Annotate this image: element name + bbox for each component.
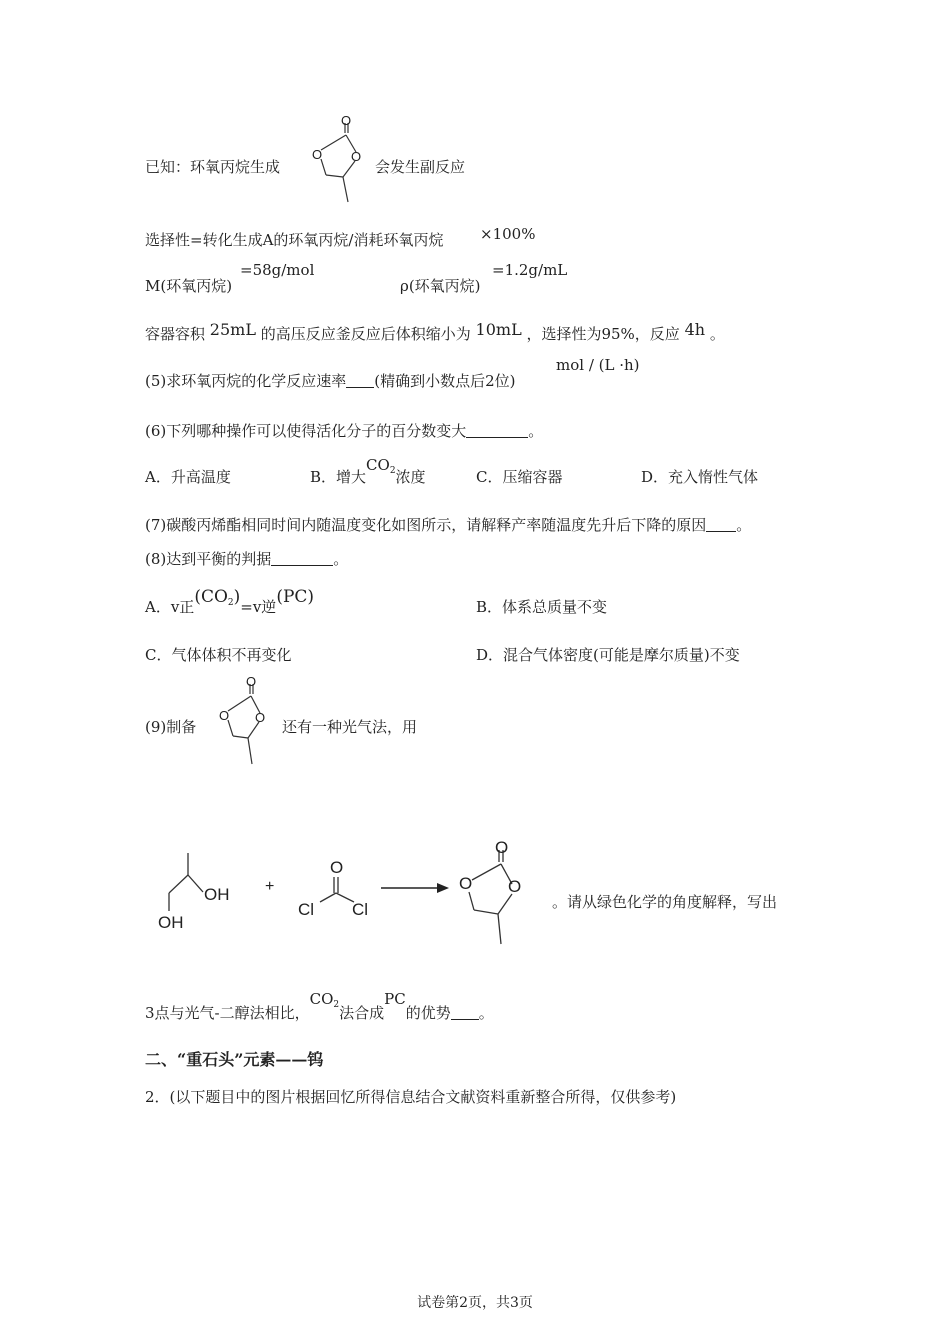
reaction-plus: +: [265, 878, 275, 895]
known-suffix: 会发生副反应: [375, 158, 466, 176]
q8-co2-group: [194, 587, 240, 607]
question-6: [145, 421, 543, 441]
q6-end: 。: [528, 422, 544, 440]
q5-text: (5)求环氧丙烷的化学反应速率: [145, 372, 347, 390]
molar-mass-label: M(环氧丙烷): [145, 277, 233, 295]
q9-suffix: 还有一种光气法，用: [282, 718, 418, 736]
cl-right: Cl: [352, 900, 369, 919]
q6-option-b-post: 浓度: [395, 468, 426, 486]
q6-co: CO: [366, 456, 390, 474]
q8-option-a-pre: A．v正: [145, 598, 195, 616]
oh-bottom: OH: [158, 913, 184, 932]
q9-prefix: (9)制备: [145, 718, 197, 736]
q6-option-d: D．充入惰性气体: [641, 468, 759, 486]
q9-co2: [310, 990, 340, 1008]
ring2-o-right: O: [255, 710, 266, 725]
q8-end: 。: [333, 550, 349, 568]
q8-co-sub: 2: [227, 598, 234, 608]
q9-co-sub: 2: [333, 1000, 340, 1010]
q9-cont-end: 。: [478, 1004, 494, 1022]
ring2-o-left: O: [219, 708, 230, 723]
q9-continued: [145, 990, 494, 1029]
ring-o-left: O: [312, 147, 323, 162]
propylene-glycol-structure: [155, 845, 245, 944]
q8-co-close: ): [233, 587, 241, 607]
density-value: =1.2g/mL: [492, 261, 568, 279]
container-volume-start: 25mL: [209, 320, 256, 339]
phosgene-structure: [296, 855, 376, 929]
container-time: 4h: [684, 320, 706, 339]
q6-co-sub: 2: [389, 466, 396, 476]
q8-option-a-mid: =v逆: [240, 598, 277, 616]
q9-cont-pre: 3点与光气-二醇法相比，: [145, 1004, 310, 1022]
propylene-carbonate-structure-2: [216, 674, 276, 774]
ring-carbonyl-o: O: [341, 113, 352, 128]
container-text-4: 。: [709, 325, 725, 343]
question-5: [145, 371, 516, 391]
molar-mass-value: =58g/mol: [240, 261, 315, 279]
q9-co: CO: [309, 990, 334, 1008]
q6-option-b: [310, 456, 426, 493]
q7-end: 。: [736, 516, 752, 534]
q8-option-a: [145, 587, 315, 623]
q6-option-b-co2: [366, 456, 396, 474]
cl-left: Cl: [298, 900, 315, 919]
q6-option-c: C．压缩容器: [476, 468, 563, 486]
q6-option-b-pre: B．增大: [310, 468, 367, 486]
q9-answer-blank: [451, 1005, 479, 1020]
section-2-heading: 二、“重石头”元素——钨: [145, 1050, 324, 1069]
q7-answer-blank: [706, 517, 736, 532]
q6-answer-blank: [466, 423, 528, 438]
container-text-1: 容器容积: [145, 325, 206, 343]
q7-text: (7)碳酸丙烯酯相同时间内随温度变化如图所示，请解释产率随温度先升后下降的原因: [145, 516, 707, 534]
known-line: [145, 157, 280, 177]
propylene-carbonate-structure-1: [305, 113, 365, 213]
q8-co: (CO: [194, 587, 228, 607]
q8-text: (8)达到平衡的判据: [145, 550, 272, 568]
selectivity-text: 选择性=转化生成A的环氧丙烷/消耗环氧丙烷: [145, 231, 444, 249]
q6-option-a: A．升高温度: [145, 468, 231, 486]
q8-pc: (PC): [276, 587, 315, 607]
q9-pc: PC: [384, 990, 406, 1008]
selectivity-line: [145, 230, 443, 250]
product-carbonyl-o: O: [495, 838, 509, 857]
propylene-carbonate-product: [456, 838, 536, 956]
q5-tail: (精确到小数点后2位): [374, 372, 516, 390]
q8-option-b: B．体系总质量不变: [476, 598, 608, 616]
q9-cont-post: 的优势: [405, 1004, 451, 1022]
question-7: [145, 515, 751, 535]
reaction-arrow: [381, 880, 451, 900]
page-footer: 试卷第2页，共3页: [417, 1295, 533, 1311]
container-text-2: 的高压反应釜反应后体积缩小为: [260, 325, 471, 343]
known-prefix: 已知：环氧丙烷生成: [145, 158, 281, 176]
container-text-3: ，选择性为95%，反应: [526, 325, 680, 343]
product-o-left: O: [459, 874, 473, 893]
ring2-carbonyl-o: O: [246, 674, 257, 689]
ring-o-right: O: [351, 149, 362, 164]
q5-answer-blank: [346, 373, 374, 388]
q6-text: (6)下列哪种操作可以使得活化分子的百分数变大: [145, 422, 467, 440]
container-line: [145, 320, 725, 344]
q5-unit: mol / (L ·h): [556, 356, 640, 374]
density-label: ρ(环氧丙烷): [400, 277, 481, 295]
phosgene-o: O: [330, 858, 344, 877]
q8-answer-blank: [271, 551, 333, 566]
reaction-tail: 。请从绿色化学的角度解释，写出: [552, 893, 778, 911]
product-o-right: O: [508, 877, 522, 896]
q8-option-c: C．气体体积不再变化: [145, 646, 292, 664]
selectivity-factor: ×100%: [480, 225, 536, 243]
question-2: 2．(以下题目中的图片根据回忆所得信息结合文献资料重新整合所得，仅供参考): [145, 1088, 677, 1106]
question-8: [145, 549, 348, 569]
oh-top: OH: [204, 885, 230, 904]
container-volume-end: 10mL: [475, 320, 522, 339]
q9-cont-mid: 法合成: [339, 1004, 385, 1022]
q8-option-d: D．混合气体密度(可能是摩尔质量)不变: [476, 646, 740, 664]
